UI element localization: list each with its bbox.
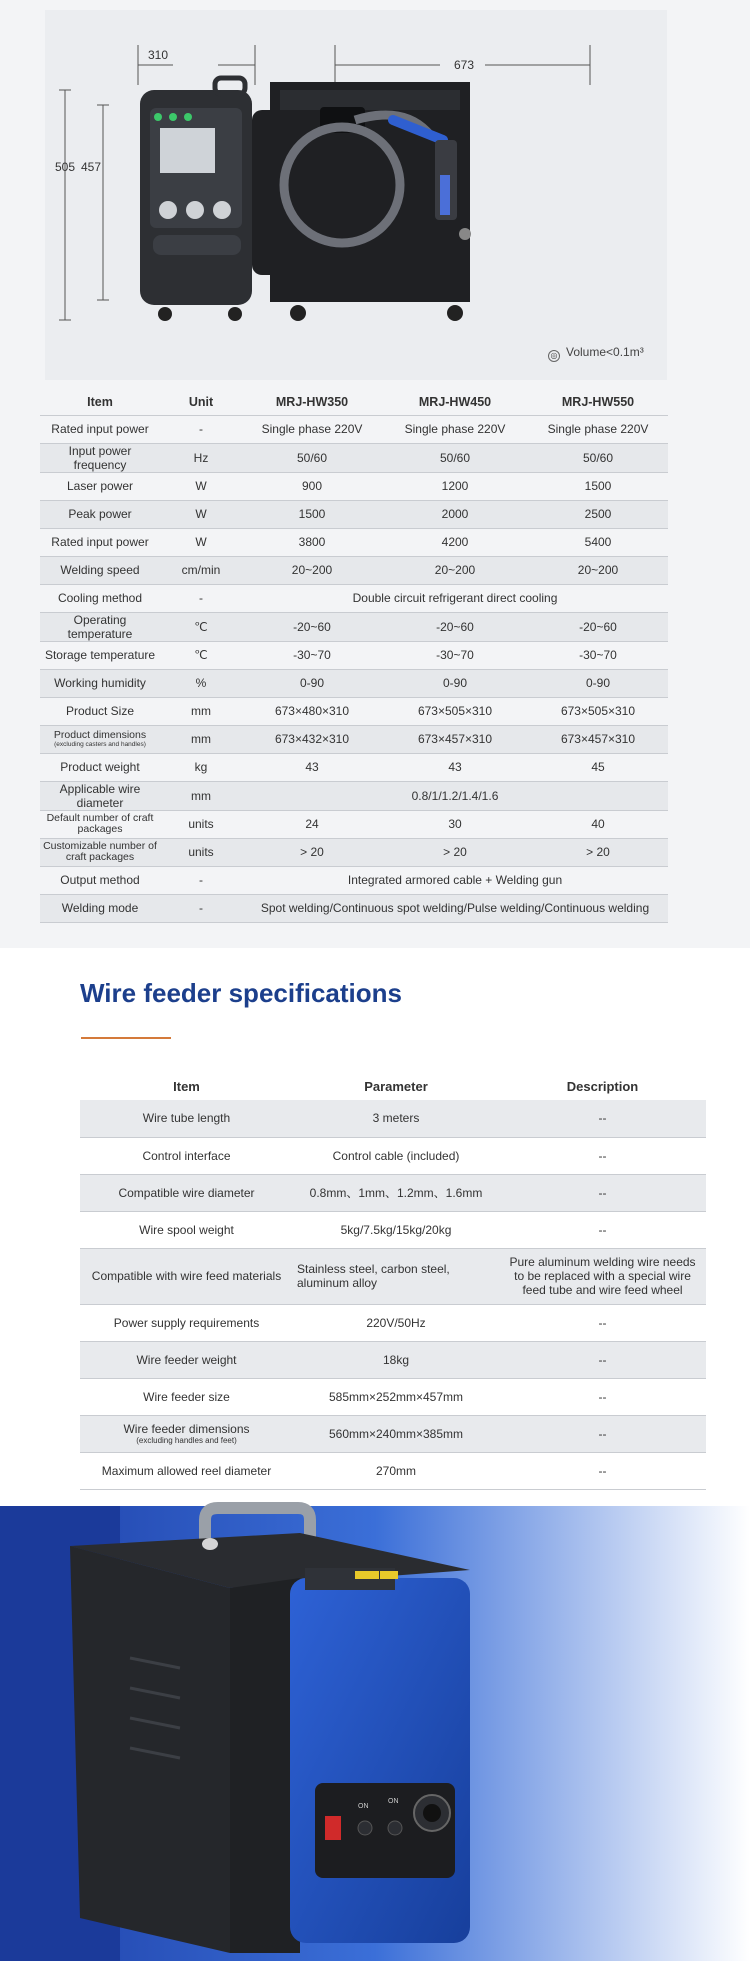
table-row [40, 641, 668, 669]
table-header-row [40, 389, 668, 415]
cell-parameter: 5kg/7.5kg/15kg/20kg [340, 1222, 452, 1237]
cell-value: 0-90 [242, 669, 382, 697]
cell-value: -30~70 [293, 648, 331, 662]
table-header-row [80, 1072, 706, 1100]
cell-value: 40 [591, 817, 605, 831]
cell-description: -- [598, 1222, 607, 1237]
cell-value: 673×505×310 [417, 704, 493, 718]
cell-unit: units [160, 838, 242, 866]
cell-unit: ℃ [194, 648, 208, 662]
header-model-450: MRJ-HW450 [418, 394, 492, 409]
cell-item: Customizable number of craft packages [40, 838, 160, 866]
cell-parameter: 18kg [293, 1341, 499, 1378]
cell-description: -- [499, 1415, 706, 1452]
cell-value: > 20 [242, 838, 382, 866]
cell-parameter: 270mm [375, 1463, 416, 1478]
cell-unit: cm/min [160, 556, 242, 584]
product-dimension-photo [45, 10, 667, 380]
cell-unit: W [195, 535, 207, 549]
cell-item: Input power frequency [40, 443, 160, 472]
cell-value: Single phase 220V [404, 422, 506, 436]
volume-note: ◎ Volume<0.1m³ [548, 345, 644, 362]
cell-value: 2000 [382, 500, 528, 528]
cell-value: 673×505×310 [560, 704, 636, 718]
cell-unit: kg [194, 760, 208, 774]
cell-item: Laser power [66, 479, 134, 493]
cell-value: 3800 [298, 535, 326, 549]
cell-value: 673×457×310 [528, 725, 668, 753]
header-model-350: MRJ-HW350 [275, 394, 349, 409]
table-row [40, 584, 668, 612]
cell-item: Peak power [40, 500, 160, 528]
cell-note: (excluding casters and handles) [54, 741, 146, 748]
cell-parameter: 585mm×252mm×457mm [328, 1389, 464, 1404]
cell-unit: - [199, 873, 203, 887]
dimension-height-total: 505 [55, 160, 76, 174]
cell-value: 45 [591, 760, 605, 774]
cell-value: -30~70 [579, 648, 617, 662]
cell-value-merged: Double circuit refrigerant direct cooling [352, 591, 558, 605]
cell-description: -- [598, 1463, 607, 1478]
cell-item: Wire feeder size [143, 1389, 230, 1404]
table-row [40, 556, 668, 584]
cell-value: 43 [305, 760, 319, 774]
cell-item: Operating temperature [40, 612, 160, 641]
cell-parameter: 0.8mm、1mm、1.2mm、1.6mm [293, 1174, 499, 1211]
table-row [80, 1211, 706, 1248]
cell-value: 20~200 [528, 556, 668, 584]
table-row [40, 528, 668, 556]
cell-description: Pure aluminum welding wire needs to be replaced with a special wire feed tube and wire feed wheel [499, 1248, 706, 1304]
cell-parameter: 220V/50Hz [366, 1315, 426, 1330]
header-item: Item [173, 1078, 200, 1094]
table-row [40, 697, 668, 725]
table-row [80, 1137, 706, 1174]
cell-item: Welding mode [40, 894, 160, 922]
product-overview-section [0, 0, 750, 948]
cell-value: 673×480×310 [274, 704, 350, 718]
cell-value-merged: 0.8/1/1.2/1.4/1.6 [242, 781, 668, 810]
cell-unit: mm [160, 725, 242, 753]
title-underline [81, 1037, 171, 1039]
cell-value: 43 [448, 760, 462, 774]
cell-value: 20~200 [382, 556, 528, 584]
on-label-2: ON [388, 1798, 399, 1805]
cell-item: Output method [60, 873, 140, 887]
table-row [40, 612, 668, 641]
table-row [40, 810, 668, 838]
cell-description: -- [499, 1100, 706, 1137]
cell-description: -- [499, 1341, 706, 1378]
cell-item: Working humidity [40, 669, 160, 697]
cell-item: Wire tube length [80, 1100, 293, 1137]
cell-item: Product weight [60, 760, 140, 774]
laser-welder-spec-table [40, 389, 668, 923]
cell-item: Rated input power [51, 422, 149, 436]
cell-unit: ℃ [160, 612, 242, 641]
table-row [40, 669, 668, 697]
cell-value: 0-90 [528, 669, 668, 697]
table-row [40, 866, 668, 894]
cell-unit: W [195, 479, 207, 493]
cell-unit: - [199, 591, 203, 605]
cell-value: Single phase 220V [547, 422, 649, 436]
wire-feeder-title: Wire feeder specifications [80, 978, 402, 1008]
header-parameter: Parameter [364, 1078, 428, 1094]
cell-value: Single phase 220V [261, 422, 363, 436]
cell-description: -- [598, 1389, 607, 1404]
table-row [80, 1378, 706, 1415]
cell-item: Power supply requirements [113, 1315, 260, 1330]
cell-value: 2500 [528, 500, 668, 528]
cell-item: Wire spool weight [139, 1222, 234, 1237]
dimension-width: 310 [148, 48, 169, 62]
wire-feeder-photo [0, 1498, 750, 1961]
cell-value: 50/60 [528, 443, 668, 472]
cell-value-merged: Integrated armored cable + Welding gun [347, 873, 563, 887]
table-row [40, 894, 668, 922]
table-row [40, 443, 668, 472]
table-row [80, 1100, 706, 1137]
cell-item: Wire feeder dimensions (excluding handles and feet) [80, 1415, 293, 1452]
cell-value: 673×457×310 [382, 725, 528, 753]
cell-item: Control interface [142, 1148, 231, 1163]
table-row [40, 838, 668, 866]
wire-feeder-machine [0, 1498, 750, 1961]
cell-unit: mm [160, 781, 242, 810]
cell-item: Default number of craft packages [46, 812, 154, 835]
cell-description: -- [598, 1315, 607, 1330]
cell-parameter: 560mm×240mm×385mm [293, 1415, 499, 1452]
table-row [80, 1304, 706, 1341]
table-row [80, 1341, 706, 1378]
cell-parameter: Control cable (included) [332, 1148, 460, 1163]
on-label-1: ON [358, 1803, 369, 1810]
cell-value: 24 [305, 817, 319, 831]
table-row [80, 1452, 706, 1489]
cube-icon: ◎ [548, 350, 560, 362]
cell-unit: mm [191, 704, 211, 718]
cell-value: -20~60 [242, 612, 382, 641]
cell-item: Welding speed [40, 556, 160, 584]
cell-value: -20~60 [382, 612, 528, 641]
cell-value: 1500 [242, 500, 382, 528]
cell-value: 673×432×310 [242, 725, 382, 753]
cell-unit: units [188, 817, 214, 831]
table-row [40, 472, 668, 500]
table-row [80, 1248, 706, 1304]
table-row [40, 415, 668, 443]
cell-unit: % [160, 669, 242, 697]
cell-value: > 20 [382, 838, 528, 866]
cell-parameter: Stainless steel, carbon steel, aluminum alloy [293, 1248, 499, 1304]
header-description: Description [566, 1078, 639, 1094]
cell-item: Wire feeder weight [80, 1341, 293, 1378]
cell-item: Cooling method [57, 591, 143, 605]
wire-feeder-spec-table [80, 1072, 706, 1490]
cell-item: Maximum allowed reel diameter [101, 1463, 272, 1478]
dimension-length: 673 [454, 58, 475, 72]
cell-value: 50/60 [382, 443, 528, 472]
table-row [80, 1174, 706, 1211]
cell-value: -20~60 [528, 612, 668, 641]
cell-value: 1500 [584, 479, 612, 493]
cell-value: 20~200 [242, 556, 382, 584]
table-row [40, 725, 668, 753]
cell-unit: - [199, 422, 203, 436]
dimension-height-body: 457 [81, 160, 102, 174]
cell-value: 30 [448, 817, 462, 831]
cell-item: Compatible with wire feed materials [80, 1248, 293, 1304]
cell-value: 50/60 [242, 443, 382, 472]
cell-value: > 20 [528, 838, 668, 866]
cell-value: -30~70 [436, 648, 474, 662]
table-row [80, 1415, 706, 1452]
cell-description: -- [499, 1174, 706, 1211]
cell-parameter: 3 meters [293, 1100, 499, 1137]
cell-unit: W [160, 500, 242, 528]
machine-drawings [45, 10, 667, 380]
cell-value-merged: Spot welding/Continuous spot welding/Pulse welding/Continuous welding [242, 894, 668, 922]
cell-item: Product dimensions (excluding casters and handles) [40, 725, 160, 753]
cell-item: Compatible wire diameter [80, 1174, 293, 1211]
cell-description: -- [598, 1148, 607, 1163]
table-row [40, 753, 668, 781]
cell-note: (excluding handles and feet) [136, 1436, 237, 1445]
cell-value: 900 [301, 479, 323, 493]
power-switch-icon [325, 1816, 341, 1840]
cell-value: 0-90 [382, 669, 528, 697]
table-row [40, 500, 668, 528]
cell-item: Storage temperature [44, 648, 156, 662]
table-row [40, 781, 668, 810]
cell-value: 1200 [441, 479, 469, 493]
cell-item: Rated input power [51, 535, 149, 549]
header-unit: Unit [188, 394, 214, 409]
cell-value: 4200 [441, 535, 469, 549]
cell-unit: - [160, 894, 242, 922]
cell-unit: Hz [160, 443, 242, 472]
cell-item: Product Size [65, 704, 135, 718]
header-item: Item [87, 394, 113, 409]
cell-item: Applicable wire diameter [40, 781, 160, 810]
header-model-550: MRJ-HW550 [561, 394, 635, 409]
cell-value: 5400 [584, 535, 612, 549]
